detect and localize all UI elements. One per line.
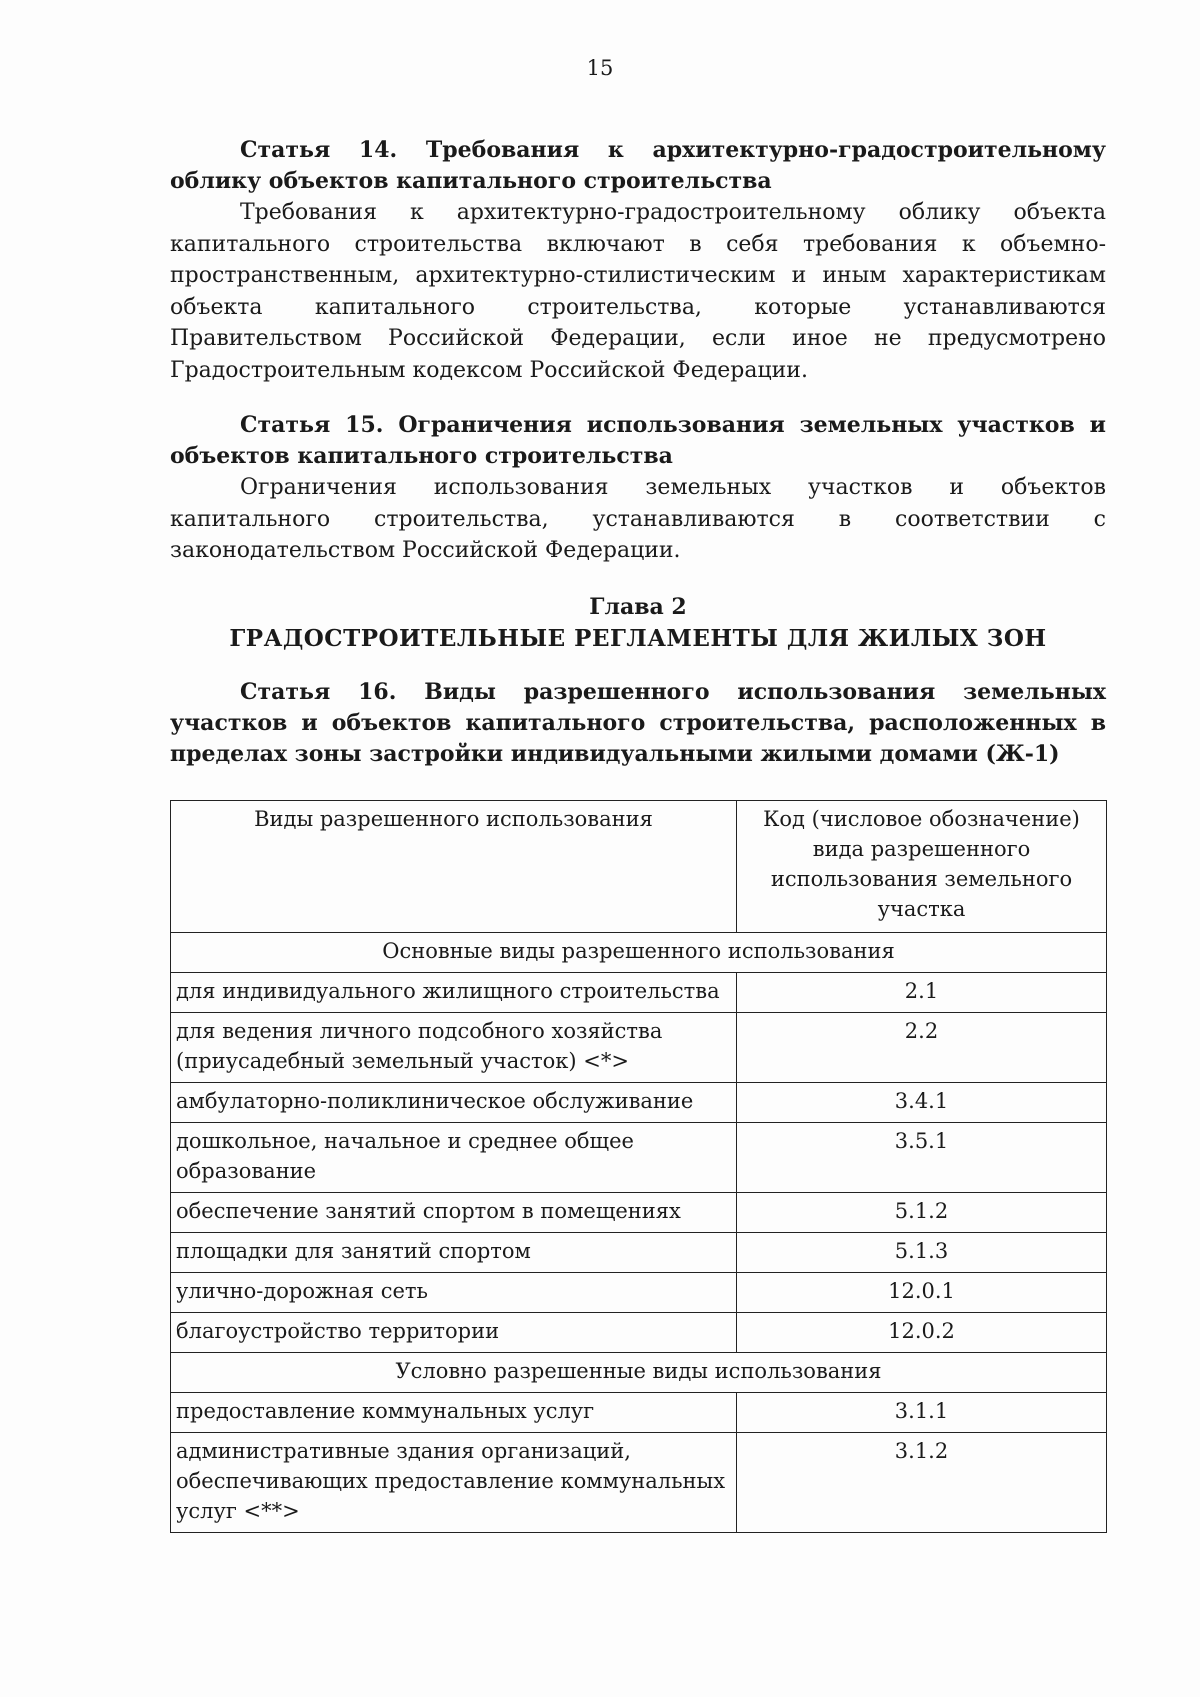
article-14-title: Статья 14. Требования к архитектурно-градостроительному облику объектов капитального строительства: [170, 137, 1106, 194]
use-code-cell: 3.4.1: [737, 1083, 1107, 1123]
use-type-cell: для ведения личного подсобного хозяйства (приусадебный земельный участок) <*>: [171, 1013, 737, 1083]
permitted-use-table: [170, 800, 1107, 1533]
header-use-code: Код (числовое обозначение) вида разрешенного использования земельного участка: [737, 801, 1107, 933]
chapter-title: ГРАДОСТРОИТЕЛЬНЫЕ РЕГЛАМЕНТЫ ДЛЯ ЖИЛЫХ ЗОН: [229, 624, 1047, 652]
use-type-cell: для индивидуального жилищного строительства: [171, 973, 737, 1013]
document-body: [170, 135, 1106, 794]
header-use-type: Виды разрешенного использования: [171, 801, 737, 933]
article-15-title: Статья 15. Ограничения использования земельных участков и объектов капитального строительства: [170, 412, 1106, 469]
use-code-cell: 12.0.2: [737, 1313, 1107, 1353]
use-code-cell: 5.1.2: [737, 1193, 1107, 1233]
use-code-cell: 5.1.3: [737, 1233, 1107, 1273]
article-15-body: Ограничения использования земельных участков и объектов капитального строительства, устанавливаются в соответствии с законодательством Российской Федерации.: [170, 475, 1106, 563]
use-type-cell: административные здания организаций, обеспечивающих предоставление коммунальных услуг <**>: [171, 1433, 737, 1533]
table-row: [171, 1313, 1107, 1353]
table-row: [171, 1013, 1107, 1083]
table-row: [171, 1433, 1107, 1533]
use-code-cell: 3.1.1: [737, 1393, 1107, 1433]
article-16-title: Статья 16. Виды разрешенного использования земельных участков и объектов капитального строительства, расположенных в пределах зоны застройки индивидуальными жилыми домами (Ж-1): [170, 678, 1106, 767]
use-type-cell: дошкольное, начальное и среднее общее образование: [171, 1123, 737, 1193]
chapter-number: Глава 2: [589, 593, 687, 620]
article-15: [170, 410, 1106, 567]
group-row-main: [171, 933, 1107, 973]
use-type-cell: амбулаторно-поликлиническое обслуживание: [171, 1083, 737, 1123]
group-label: Условно разрешенные виды использования: [171, 1353, 1107, 1393]
table-row: [171, 1083, 1107, 1123]
chapter-heading: [170, 591, 1106, 655]
group-label: Основные виды разрешенного использования: [171, 933, 1107, 973]
table-header-row: [171, 801, 1107, 933]
table-row: [171, 1393, 1107, 1433]
use-type-cell: улично-дорожная сеть: [171, 1273, 737, 1313]
use-code-cell: 3.5.1: [737, 1123, 1107, 1193]
use-type-cell: благоустройство территории: [171, 1313, 737, 1353]
use-type-cell: предоставление коммунальных услуг: [171, 1393, 737, 1433]
table-row: [171, 1123, 1107, 1193]
page-number: 15: [586, 56, 614, 80]
table-row: [171, 1273, 1107, 1313]
table-row: [171, 973, 1107, 1013]
group-row-conditional: [171, 1353, 1107, 1393]
use-type-cell: площадки для занятий спортом: [171, 1233, 737, 1273]
use-code-cell: 2.2: [737, 1013, 1107, 1083]
use-code-cell: 12.0.1: [737, 1273, 1107, 1313]
use-code-cell: 3.1.2: [737, 1433, 1107, 1533]
article-14-body: Требования к архитектурно-градостроительному облику объекта капитального строительства включают в себя требования к объемно-пространственным, архитектурно-стилистическим и иным характеристикам объекта капитального строительства, которые устанавливаются Правительством Российской Федерации, если иное не предусмотрено Градостроительным кодексом Российской Федерации.: [170, 200, 1106, 383]
table-body: [171, 933, 1107, 1533]
table-row: [171, 1193, 1107, 1233]
article-14: [170, 135, 1106, 386]
use-type-cell: обеспечение занятий спортом в помещениях: [171, 1193, 737, 1233]
table-row: [171, 1233, 1107, 1273]
article-16: [170, 677, 1106, 770]
use-code-cell: 2.1: [737, 973, 1107, 1013]
